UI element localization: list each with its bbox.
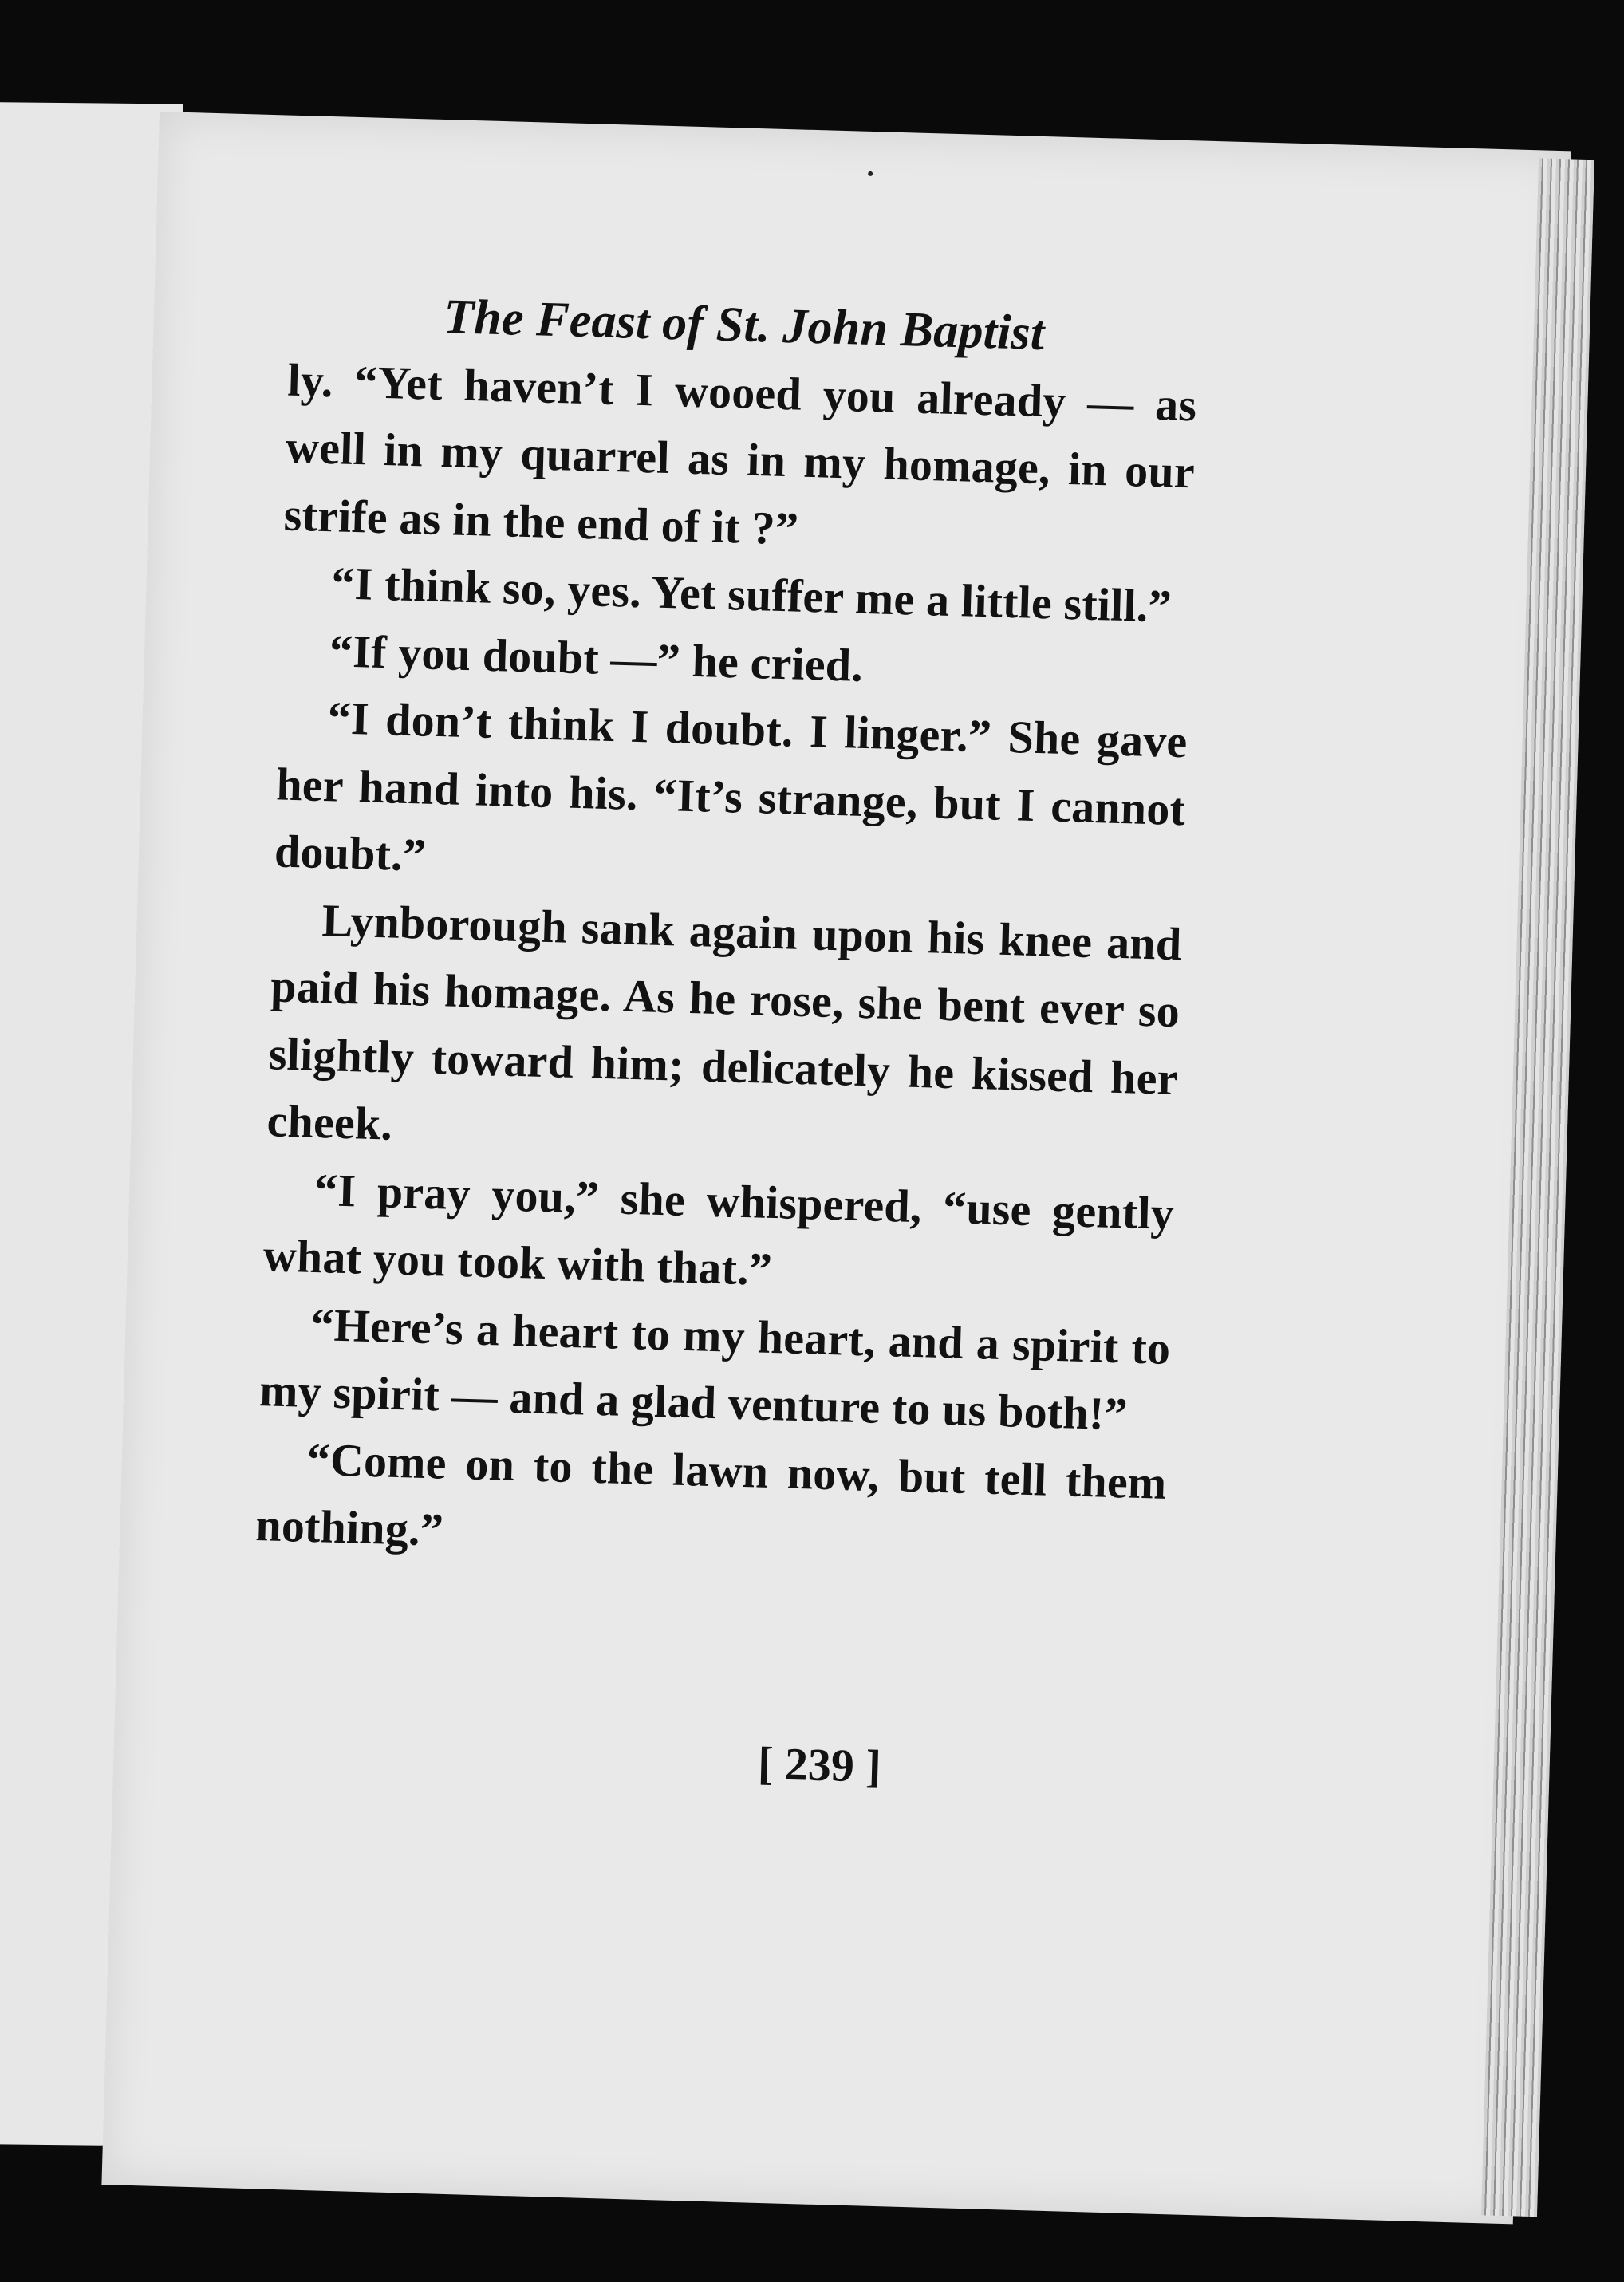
paragraph: “Come on to the lawn now, but tell them nothing.” (254, 1433, 1168, 1556)
page-number: [ 239 ] (757, 1736, 882, 1793)
paragraph: “If you doubt —” he cried. (329, 624, 864, 692)
paper-speck (868, 171, 873, 176)
page-edges (1481, 158, 1594, 2217)
paragraph: “I pray you,” she whispered, “use gently what you took with that.” (262, 1163, 1175, 1295)
paragraph: Lynborough sank again upon his knee and paid his homage. As he rose, she bent ever so slightly toward him; delicately he kissed her cheek. (266, 893, 1183, 1150)
running-head: The Feast of St. John Baptist (443, 290, 1046, 361)
text-block (254, 279, 1199, 1585)
paragraph: “Here’s a heart to my heart, and a spirit to my spirit — and a glad venture to us both!” (258, 1298, 1172, 1441)
paragraph: ly. “Yet haven’t I wooed you already — as well in my quarrel as in my homage, in our strife as in the end of it ?” (283, 353, 1198, 555)
paragraph: “I think so, yes. Yet suffer me a little still.” (330, 557, 1173, 633)
book-page (101, 112, 1571, 2224)
paragraph: “I don’t think I doubt. I linger.” She gave her hand into his. “It’s strange, but I cannot doubt.” (274, 692, 1188, 881)
